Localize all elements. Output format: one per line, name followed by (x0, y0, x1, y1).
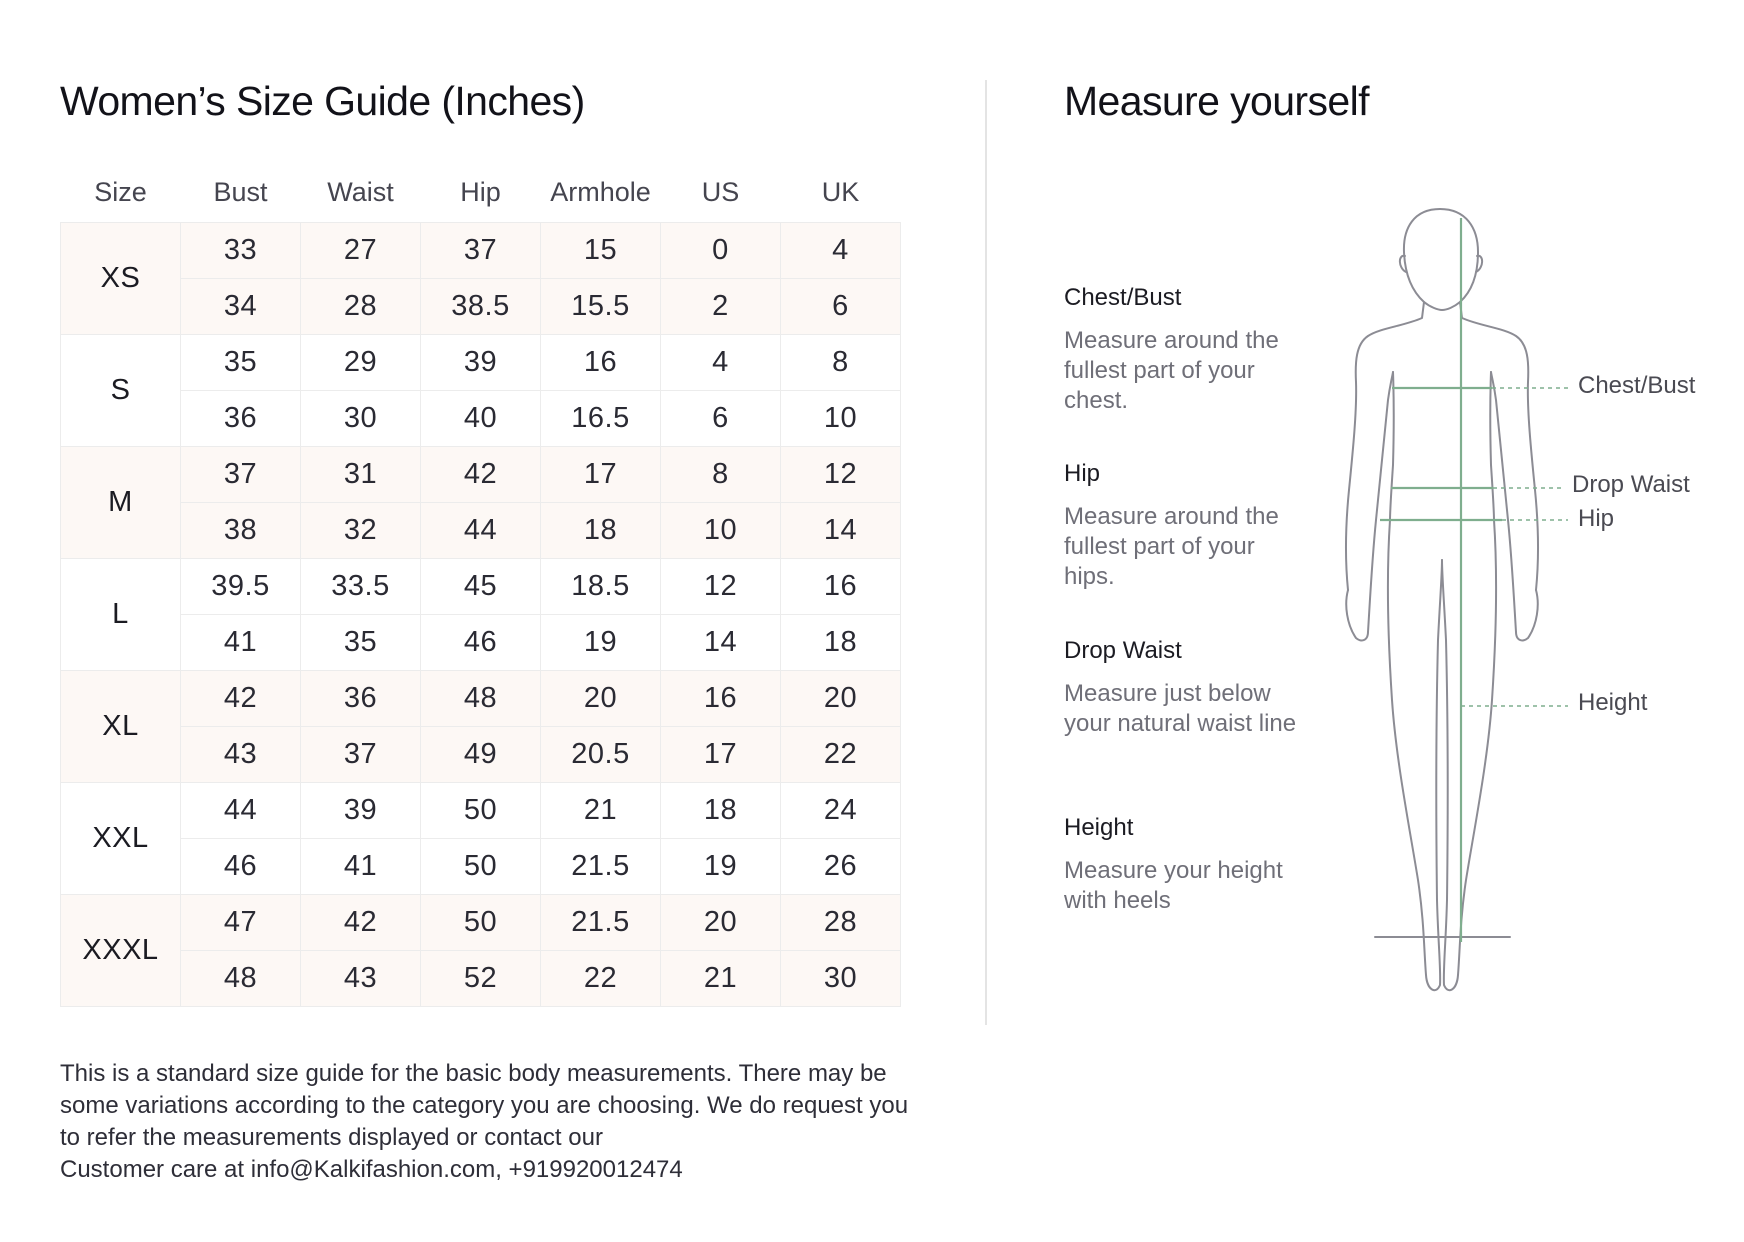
callout-drop-waist: Drop Waist (1572, 471, 1690, 498)
table-cell: 30 (781, 951, 901, 1007)
callout-leaders (1461, 388, 1568, 706)
table-cell: 20 (661, 895, 781, 951)
header-waist: Waist (327, 176, 394, 207)
size-label: XXL (61, 783, 181, 895)
table-cell: 34 (181, 279, 301, 335)
size-label: XXXL (61, 895, 181, 1007)
table-cell: 4 (661, 335, 781, 391)
table-cell: 47 (181, 895, 301, 951)
size-label: M (61, 447, 181, 559)
chest-bust-label: Chest/Bust (1064, 284, 1182, 311)
table-cell: 44 (421, 503, 541, 559)
table-cell: 46 (421, 615, 541, 671)
table-cell: 39 (421, 335, 541, 391)
table-cell: 41 (181, 615, 301, 671)
table-cell: 21 (661, 951, 781, 1007)
table-cell: 42 (421, 447, 541, 503)
table-cell: 45 (421, 559, 541, 615)
table-cell: 20 (541, 671, 661, 727)
table-cell: 33 (181, 223, 301, 279)
table-cell: 16 (541, 335, 661, 391)
height-label: Height (1064, 814, 1134, 841)
header-armhole: Armhole (550, 176, 651, 207)
header-hip: Hip (460, 176, 501, 207)
table-cell: 10 (661, 503, 781, 559)
table-cell: 14 (661, 615, 781, 671)
callout-height: Height (1578, 689, 1648, 716)
table-cell: 18.5 (541, 559, 661, 615)
table-cell: 36 (181, 391, 301, 447)
table-cell: 27 (301, 223, 421, 279)
table-cell: 10 (781, 391, 901, 447)
size-label: S (61, 335, 181, 447)
table-cell: 6 (781, 279, 901, 335)
table-cell: 43 (181, 727, 301, 783)
height-description: Measure your height with heels (1064, 857, 1283, 914)
chest-bust-description: Measure around the fullest part of your chest. (1064, 327, 1279, 414)
table-cell: 42 (301, 895, 421, 951)
table-cell: 12 (781, 447, 901, 503)
table-cell: 50 (421, 783, 541, 839)
table-cell: 19 (661, 839, 781, 895)
table-cell: 49 (421, 727, 541, 783)
table-cell: 16.5 (541, 391, 661, 447)
size-guide-title: Women’s Size Guide (Inches) (60, 78, 585, 124)
table-cell: 52 (421, 951, 541, 1007)
header-us: US (701, 176, 740, 207)
table-cell: 4 (781, 223, 901, 279)
table-cell: 2 (661, 279, 781, 335)
table-cell: 17 (541, 447, 661, 503)
callout-chest-bust: Chest/Bust (1578, 372, 1696, 399)
table-cell: 20 (781, 671, 901, 727)
table-cell: 8 (781, 335, 901, 391)
hip-label: Hip (1064, 460, 1101, 487)
size-label: L (61, 559, 181, 671)
table-cell: 44 (181, 783, 301, 839)
table-cell: 18 (661, 783, 781, 839)
table-cell: 50 (421, 839, 541, 895)
table-cell: 16 (661, 671, 781, 727)
table-cell: 17 (661, 727, 781, 783)
table-cell: 40 (421, 391, 541, 447)
table-cell: 21.5 (541, 895, 661, 951)
table-cell: 29 (301, 335, 421, 391)
table-cell: 15.5 (541, 279, 661, 335)
header-uk: UK (821, 176, 860, 207)
table-cell: 37 (421, 223, 541, 279)
table-cell: 28 (301, 279, 421, 335)
table-cell: 43 (301, 951, 421, 1007)
table-cell: 28 (781, 895, 901, 951)
table-cell: 18 (541, 503, 661, 559)
table-cell: 19 (541, 615, 661, 671)
table-cell: 36 (301, 671, 421, 727)
table-cell: 42 (181, 671, 301, 727)
header-bust: Bust (213, 176, 268, 207)
table-cell: 38 (181, 503, 301, 559)
table-cell: 37 (301, 727, 421, 783)
table-cell: 22 (541, 951, 661, 1007)
table-cell: 48 (181, 951, 301, 1007)
body-outline (1346, 209, 1538, 990)
callout-hip: Hip (1578, 505, 1615, 532)
size-label: XL (61, 671, 181, 783)
table-cell: 20.5 (541, 727, 661, 783)
table-cell: 35 (301, 615, 421, 671)
hip-description: Measure around the fullest part of your hips. (1064, 503, 1279, 590)
table-cell: 33.5 (301, 559, 421, 615)
table-cell: 48 (421, 671, 541, 727)
table-cell: 6 (661, 391, 781, 447)
table-cell: 14 (781, 503, 901, 559)
table-cell: 26 (781, 839, 901, 895)
table-cell: 0 (661, 223, 781, 279)
table-cell: 21.5 (541, 839, 661, 895)
table-cell: 38.5 (421, 279, 541, 335)
table-cell: 37 (181, 447, 301, 503)
table-cell: 22 (781, 727, 901, 783)
table-cell: 21 (541, 783, 661, 839)
table-cell: 16 (781, 559, 901, 615)
drop-waist-description: Measure just below your natural waist line (1064, 680, 1297, 737)
table-cell: 41 (301, 839, 421, 895)
customer-care-contact: Customer care at info@Kalkifashion.com, +919920012474 (60, 1156, 683, 1183)
table-cell: 46 (181, 839, 301, 895)
size-label: XS (61, 223, 181, 335)
header-size: Size (94, 176, 147, 207)
table-cell: 18 (781, 615, 901, 671)
table-cell: 50 (421, 895, 541, 951)
table-cell: 15 (541, 223, 661, 279)
footnote-text: This is a standard size guide for the basic body measurements. There may be some variations according to the category you are choosing. We do request you to refer the measurements displayed or contact our (60, 1060, 909, 1151)
table-cell: 24 (781, 783, 901, 839)
table-cell: 12 (661, 559, 781, 615)
table-cell: 39.5 (181, 559, 301, 615)
table-cell: 32 (301, 503, 421, 559)
table-cell: 30 (301, 391, 421, 447)
drop-waist-label: Drop Waist (1064, 637, 1182, 664)
table-cell: 8 (661, 447, 781, 503)
table-cell: 35 (181, 335, 301, 391)
measure-yourself-title: Measure yourself (1064, 78, 1369, 124)
table-cell: 39 (301, 783, 421, 839)
table-cell: 31 (301, 447, 421, 503)
